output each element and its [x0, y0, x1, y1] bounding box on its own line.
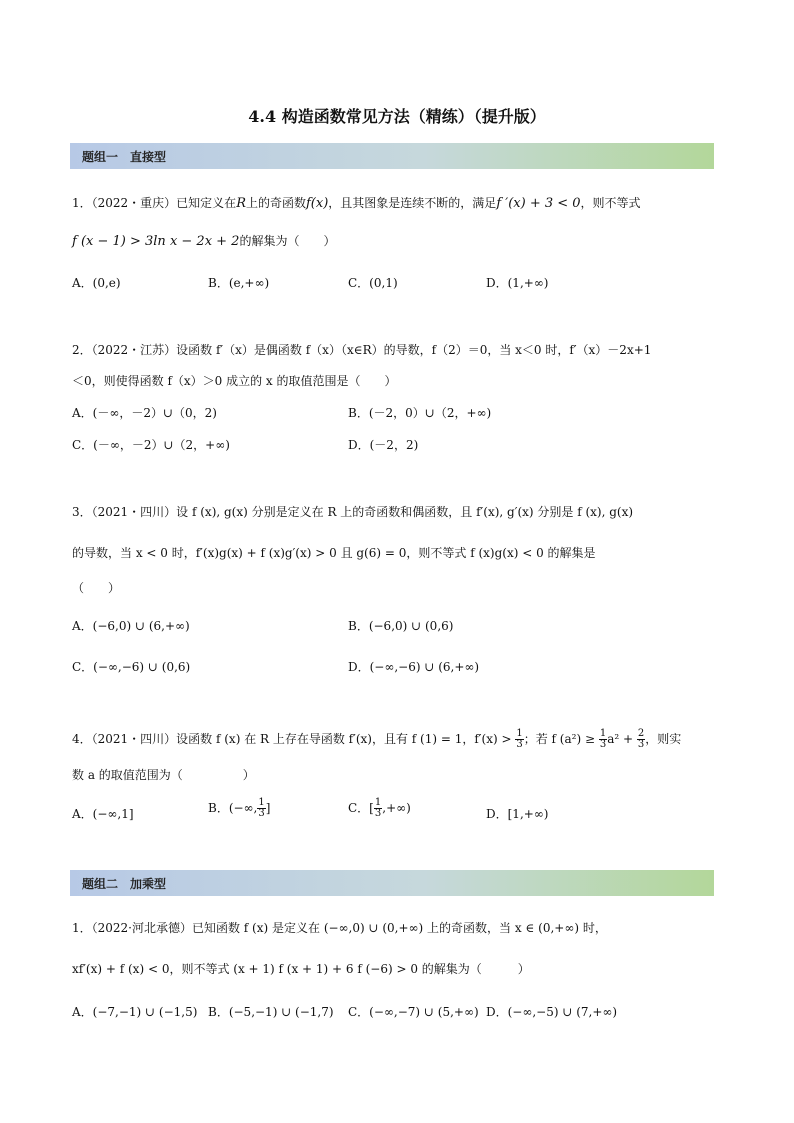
- section-label: 题组一 直接型: [82, 150, 167, 164]
- question-4-line-2: 数 a 的取值范围为（ ）: [72, 768, 255, 782]
- option-d: D．(−∞,−6) ∪ (6,+∞): [348, 660, 480, 674]
- option-a: A．(－∞，－2）∪（0，2): [72, 406, 217, 420]
- option-c: C．(－∞，－2）∪（2，+∞): [72, 438, 230, 452]
- page-title: 4.4 构造函数常见方法（精练）（提升版）: [248, 107, 546, 126]
- option-c: C．(−∞,−6) ∪ (0,6): [72, 660, 191, 674]
- option-c: C．(0,1): [348, 276, 398, 290]
- option-c: C．[ $\frac{1}{3}$ ,+∞): [348, 797, 411, 819]
- question-1-line-1: 1．（2022·河北承德）已知函数 f (x) 是定义在 (−∞,0) ∪ (0,+∞) 上的奇函数，当 x ∈ (0,+∞) 时，: [72, 921, 607, 935]
- option-b: B．(－2，0）∪（2，+∞): [348, 406, 492, 420]
- option-d: D．(1,+∞): [486, 276, 549, 290]
- question-1-line-1: 1．（2022・重庆）已知定义在R上的奇函数f(x)，且其图象是连续不断的，满足f ′(x) + 3 < 0，则不等式: [72, 196, 641, 211]
- question-1-line-2: f (x − 1) > 3ln x − 2x + 2的解集为（ ）: [72, 234, 336, 249]
- option-b: B．(−6,0) ∪ (0,6): [348, 619, 454, 633]
- question-3-line-2: 的导数，当 x < 0 时，f′(x)g(x) + f (x)g′(x) > 0 且 g(6) = 0，则不等式 f (x)g(x) < 0 的解集是: [72, 546, 596, 560]
- option-a: A．(−∞,1]: [72, 807, 134, 821]
- option-b: B．(−∞, $\frac{1}{3}$ ]: [208, 797, 271, 819]
- fraction-one-third: $\frac{1}{3}$: [599, 728, 607, 750]
- option-d: D．(－2，2): [348, 438, 419, 452]
- question-3-line-1: 3．（2021・四川）设 f (x), g(x) 分别是定义在 R 上的奇函数和偶函数，且 f′(x), g′(x) 分别是 f (x), g(x): [72, 505, 634, 519]
- fraction-one-third: $\frac{1}{3}$: [516, 728, 523, 750]
- option-c: C．(−∞,−7) ∪ (5,+∞): [348, 1005, 479, 1019]
- option-b: B．(−5,−1) ∪ (−1,7): [208, 1005, 334, 1019]
- question-1-line-2: xf′(x) + f (x) < 0，则不等式 (x + 1) f (x + 1) + 6 f (−6) > 0 的解集为（ ）: [72, 962, 530, 976]
- fraction-two-thirds: $\frac{2}{3}$: [637, 728, 645, 750]
- option-d: D．(−∞,−5) ∪ (7,+∞): [486, 1005, 618, 1019]
- section-banner-direct: [70, 143, 714, 169]
- question-2-line-2: ＜0，则使得函数 f（x）＞0 成立的 x 的取值范围是（ ）: [72, 374, 397, 388]
- option-a: A．(−7,−1) ∪ (−1,5): [72, 1005, 198, 1019]
- question-3-line-3: （ ）: [72, 581, 121, 595]
- question-2-line-1: 2．（2022・江苏）设函数 f′（x）是偶函数 f（x）（x∈R）的导数，f（2）＝0，当 x＜0 时，f′（x）－2x+1: [72, 343, 652, 357]
- question-4-line-1: 4．（2021・四川）设函数 f (x) 在 R 上存在导函数 f′(x)，且有 f (1) = 1，f′(x) > $\frac{1}{3}$ ；若 f (a²) ≥ $\frac{1}{3}$ a² + $\frac{2}{3}$ ，则实: [72, 728, 682, 750]
- section-label: 题组二 加乘型: [82, 877, 167, 891]
- section-banner-add-multiply: [70, 870, 714, 896]
- option-b: B．(e,+∞): [208, 276, 270, 290]
- option-a: A．(−6,0) ∪ (6,+∞): [72, 619, 190, 633]
- option-a: A．(0,e): [72, 276, 121, 290]
- option-d: D．[1,+∞): [486, 807, 549, 821]
